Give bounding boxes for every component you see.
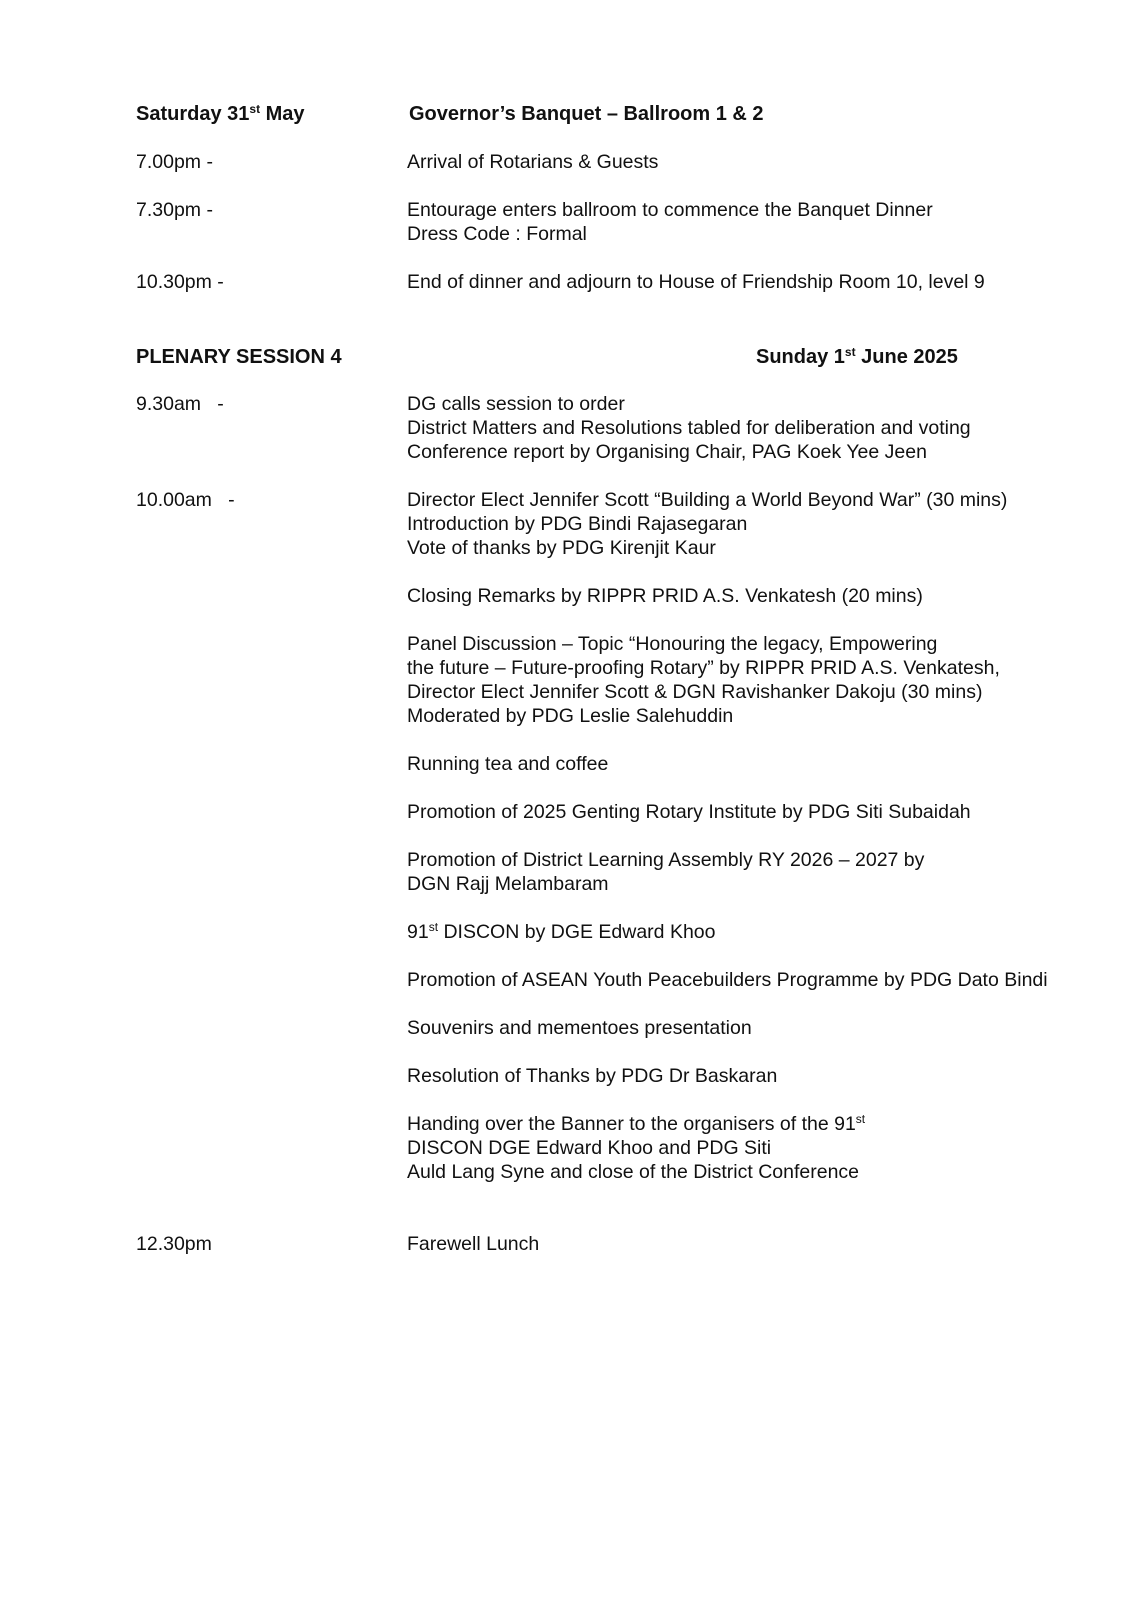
schedule-item: Director Elect Jennifer Scott “Building a World Beyond War” (30 mins) xyxy=(407,489,1008,511)
schedule-item: Introduction by PDG Bindi Rajasegaran xyxy=(407,513,748,535)
schedule-item: DG calls session to order xyxy=(407,393,625,415)
schedule-time: 7.00pm - xyxy=(136,151,213,173)
schedule-item: Auld Lang Syne and close of the District Conference xyxy=(407,1161,860,1183)
schedule-item: End of dinner and adjourn to House of Friendship Room 10, level 9 xyxy=(407,271,985,293)
schedule-item: the future – Future-proofing Rotary” by RIPPR PRID A.S. Venkatesh, xyxy=(407,657,1000,679)
schedule-item: Dress Code : Formal xyxy=(407,223,587,245)
schedule-item: Arrival of Rotarians & Guests xyxy=(407,151,659,173)
schedule-time: 7.30pm - xyxy=(136,199,213,221)
schedule-item: Resolution of Thanks by PDG Dr Baskaran xyxy=(407,1065,778,1087)
schedule-time: 12.30pm xyxy=(136,1233,212,1255)
schedule-item: Running tea and coffee xyxy=(407,753,609,775)
schedule-item: Farewell Lunch xyxy=(407,1233,540,1255)
schedule-item: District Matters and Resolutions tabled for deliberation and voting xyxy=(407,417,971,439)
schedule-item: DISCON DGE Edward Khoo and PDG Siti xyxy=(407,1137,772,1159)
plenary-date: Sunday 1st June 2025 xyxy=(756,345,958,368)
schedule-item: Promotion of ASEAN Youth Peacebuilders Programme by PDG Dato Bindi xyxy=(407,969,1048,991)
schedule-time: 10.00am - xyxy=(136,489,235,511)
schedule-item: Director Elect Jennifer Scott & DGN Ravishanker Dakoju (30 mins) xyxy=(407,681,983,703)
schedule-item: Promotion of 2025 Genting Rotary Institute by PDG Siti Subaidah xyxy=(407,801,971,823)
banquet-title: Governor’s Banquet – Ballroom 1 & 2 xyxy=(409,103,764,125)
schedule-item: Vote of thanks by PDG Kirenjit Kaur xyxy=(407,537,716,559)
schedule-item: Entourage enters ballroom to commence the Banquet Dinner xyxy=(407,199,933,221)
plenary-title: PLENARY SESSION 4 xyxy=(136,346,342,368)
schedule-time: 10.30pm - xyxy=(136,271,224,293)
schedule-item: Closing Remarks by RIPPR PRID A.S. Venkatesh (20 mins) xyxy=(407,585,923,607)
schedule-time: 9.30am - xyxy=(136,393,224,415)
schedule-item: Conference report by Organising Chair, PAG Koek Yee Jeen xyxy=(407,441,927,463)
schedule-item: Promotion of District Learning Assembly RY 2026 – 2027 by xyxy=(407,849,925,871)
banquet-day: Saturday 31st May xyxy=(136,102,305,125)
schedule-item: DGN Rajj Melambaram xyxy=(407,873,609,895)
schedule-item: Panel Discussion – Topic “Honouring the legacy, Empowering xyxy=(407,633,938,655)
schedule-item: Moderated by PDG Leslie Salehuddin xyxy=(407,705,734,727)
schedule-item: Souvenirs and mementoes presentation xyxy=(407,1017,752,1039)
schedule-item: Handing over the Banner to the organisers of the 91st xyxy=(407,1112,866,1135)
schedule-item: 91st DISCON by DGE Edward Khoo xyxy=(407,920,716,943)
